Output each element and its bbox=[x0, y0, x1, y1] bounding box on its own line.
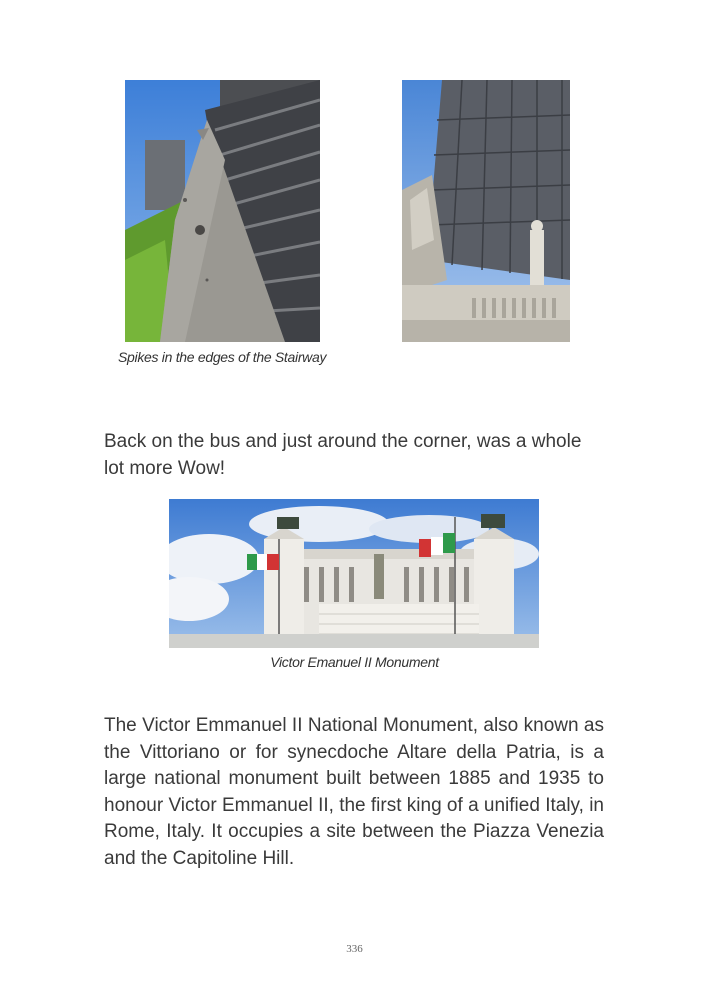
stairway-statue-photo bbox=[402, 80, 570, 342]
page-number: 336 bbox=[346, 943, 363, 955]
stairway-photo-caption: Spikes in the edges of the Stairway bbox=[118, 349, 327, 365]
stairway-spikes-photo bbox=[125, 80, 320, 342]
monument-paragraph: The Victor Emmanuel II National Monument, also known as the Vittoriano or for synecdoche Altare della Patria, is a large national monument built between 1885 and 1935 to honour Victor Emmanuel II, the first king of a unified Italy, in Rome, Italy. It occupies a site between the Piazza Venezia and the Capitoline Hill. bbox=[104, 715, 604, 869]
monument-photo bbox=[169, 499, 539, 648]
monument-photo-caption: Victor Emanuel II Monument bbox=[270, 654, 439, 670]
bus-paragraph: Back on the bus and just around the corner, was a whole lot more Wow! bbox=[104, 431, 582, 479]
